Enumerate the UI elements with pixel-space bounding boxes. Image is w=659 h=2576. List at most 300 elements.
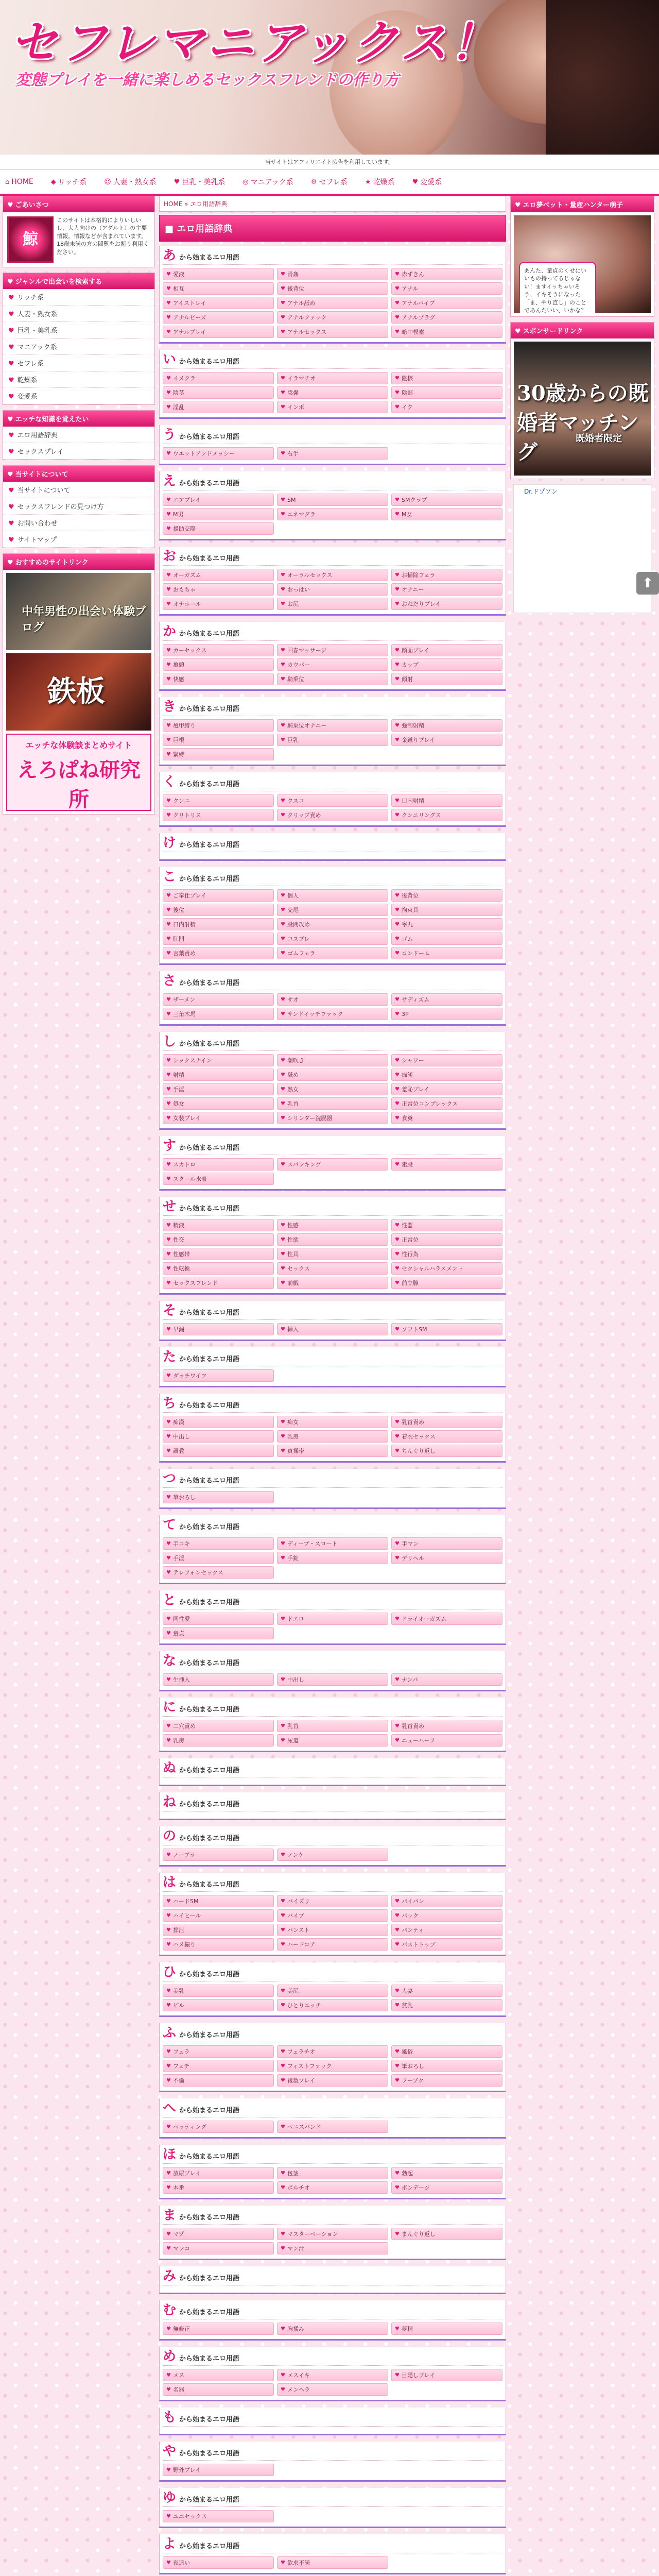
term-link[interactable] — [163, 2121, 274, 2133]
term-link[interactable] — [277, 918, 388, 930]
heart-icon: ♥ — [281, 1898, 285, 1904]
term-link[interactable] — [391, 1938, 502, 1951]
term-link[interactable] — [277, 268, 388, 280]
term-link[interactable] — [391, 2074, 502, 2087]
heart-icon: ♥ — [281, 601, 285, 607]
term-link[interactable] — [163, 2323, 274, 2335]
term-link[interactable] — [163, 1083, 274, 1095]
term-link[interactable] — [391, 918, 502, 930]
term-label: 調教 — [172, 1448, 184, 1454]
term-link[interactable] — [391, 372, 502, 384]
sidebar-item[interactable] — [3, 388, 154, 404]
gnav-item[interactable] — [5, 178, 33, 186]
term-link[interactable] — [277, 673, 388, 685]
term-link[interactable] — [391, 1262, 502, 1275]
term-link[interactable] — [163, 1262, 274, 1275]
term-link[interactable] — [163, 401, 274, 413]
term-link[interactable] — [277, 1999, 388, 2011]
term-link[interactable] — [163, 1627, 274, 1639]
page-title: ■ エロ用語辞典 — [159, 215, 506, 242]
term-link[interactable] — [277, 386, 388, 399]
term-link[interactable] — [277, 658, 388, 671]
term-link[interactable] — [163, 1233, 274, 1246]
term-link[interactable] — [163, 1849, 274, 1861]
term-link[interactable] — [163, 1173, 274, 1185]
term-link[interactable] — [391, 2045, 502, 2058]
term-link[interactable] — [391, 326, 502, 338]
heart-icon: ♥ — [166, 1569, 171, 1575]
term-link[interactable] — [391, 583, 502, 596]
term-link[interactable] — [163, 1938, 274, 1951]
term-link[interactable] — [391, 2323, 502, 2335]
gnav-item[interactable] — [412, 177, 442, 187]
heart-icon: ♥ — [166, 892, 171, 899]
term-link[interactable] — [277, 1248, 388, 1260]
sidebar-item[interactable] — [3, 482, 154, 498]
term-link[interactable] — [277, 1720, 388, 1732]
term-link[interactable] — [277, 933, 388, 945]
term-link[interactable] — [163, 673, 274, 685]
term-link[interactable] — [163, 1219, 274, 1231]
term-link[interactable] — [163, 494, 274, 506]
term-link[interactable] — [391, 1054, 502, 1066]
term-link[interactable] — [163, 889, 274, 902]
term-link[interactable] — [277, 372, 388, 384]
term-link[interactable] — [391, 1219, 502, 1231]
term-link[interactable] — [163, 1537, 274, 1550]
term-link[interactable] — [391, 1895, 502, 1907]
term-link[interactable] — [163, 2383, 274, 2396]
term-link[interactable] — [277, 2121, 388, 2133]
term-link[interactable] — [163, 1158, 274, 1171]
term-link[interactable] — [391, 809, 502, 821]
term-link[interactable] — [277, 1924, 388, 1936]
heart-icon: ♥ — [395, 1326, 400, 1332]
term-label: パンスト — [287, 1927, 310, 1934]
term-link[interactable] — [163, 2464, 274, 2476]
kana-heading — [163, 2445, 502, 2461]
term-label: ボンデージ — [401, 2184, 430, 2191]
term-link[interactable] — [163, 447, 274, 460]
term-link[interactable] — [391, 947, 502, 959]
banner-teppan[interactable]: 鉄板 — [6, 653, 151, 731]
heart-icon: ♥ — [395, 572, 400, 578]
sidebar-item[interactable] — [3, 338, 154, 355]
term-link[interactable] — [391, 1985, 502, 1997]
breadcrumb[interactable]: HOME » エロ用語辞典 — [159, 196, 506, 212]
term-label: 人妻 — [401, 1988, 413, 1994]
sidebar-item[interactable] — [3, 498, 154, 515]
heart-icon: ♥ — [166, 647, 171, 653]
term-label: アナルプラグ — [401, 314, 436, 321]
term-link[interactable] — [391, 993, 502, 1006]
header-photo-3 — [546, 0, 659, 155]
term-link[interactable] — [277, 2228, 388, 2240]
heart-icon: ♥ — [281, 1852, 285, 1858]
term-link[interactable] — [163, 297, 274, 309]
term-link[interactable] — [163, 583, 274, 596]
heart-icon: ♥ — [281, 1616, 285, 1622]
term-link[interactable] — [163, 311, 274, 324]
term-link[interactable] — [163, 1734, 274, 1747]
term-link[interactable] — [391, 1158, 502, 1171]
term-link[interactable] — [163, 2181, 274, 2194]
term-link[interactable] — [391, 673, 502, 685]
term-link[interactable] — [163, 1552, 274, 1564]
term-link[interactable] — [277, 1083, 388, 1095]
sidebar-item[interactable] — [3, 531, 154, 548]
term-link[interactable] — [163, 1445, 274, 1457]
term-link[interactable] — [163, 748, 274, 760]
banner-eropane[interactable]: エッチな体験談まとめサイト えろぱね研究所 — [6, 734, 151, 811]
term-link[interactable] — [163, 1416, 274, 1428]
sidebar-item[interactable] — [3, 306, 154, 322]
term-link[interactable] — [163, 372, 274, 384]
term-link[interactable] — [163, 947, 274, 959]
term-link[interactable] — [277, 2556, 388, 2569]
term-label: ハードコア — [287, 1941, 316, 1948]
heart-icon: ♥ — [281, 450, 285, 456]
term-link[interactable] — [277, 1445, 388, 1457]
term-link[interactable] — [277, 2369, 388, 2381]
term-link[interactable] — [391, 1097, 502, 1110]
term-link[interactable] — [277, 401, 388, 413]
term-link[interactable] — [163, 1369, 274, 1382]
term-link[interactable] — [391, 2369, 502, 2381]
term-link[interactable] — [277, 1158, 388, 1171]
term-link[interactable] — [277, 297, 388, 309]
sidebar-item[interactable] — [3, 515, 154, 531]
term-link[interactable] — [163, 644, 274, 656]
term-label: 前立腺 — [401, 1280, 419, 1286]
term-link[interactable] — [277, 1097, 388, 1110]
back-to-top-button[interactable] — [636, 572, 659, 595]
term-link[interactable] — [163, 1323, 274, 1335]
term-link[interactable] — [391, 401, 502, 413]
term-link[interactable] — [277, 1219, 388, 1231]
term-link[interactable] — [163, 1924, 274, 1936]
term-link[interactable] — [391, 1112, 502, 1124]
term-link[interactable] — [277, 2167, 388, 2179]
term-link[interactable] — [391, 311, 502, 324]
term-link[interactable] — [277, 598, 388, 610]
gnav-label: HOME — [11, 178, 33, 186]
term-link[interactable] — [391, 598, 502, 610]
term-link[interactable] — [277, 1537, 388, 1550]
term-link[interactable] — [163, 598, 274, 610]
term-link[interactable] — [391, 1277, 502, 1289]
term-link[interactable] — [163, 904, 274, 916]
term-link[interactable] — [277, 993, 388, 1006]
term-link[interactable] — [277, 2323, 388, 2335]
term-link[interactable] — [277, 1233, 388, 1246]
term-label: オーラルセックス — [287, 572, 333, 579]
term-link[interactable] — [391, 2228, 502, 2240]
term-link[interactable] — [163, 1430, 274, 1443]
term-label: おねだりプレイ — [401, 601, 441, 607]
term-label: サディズム — [401, 996, 430, 1003]
heart-icon: ♥ — [166, 1265, 171, 1272]
term-link[interactable] — [277, 889, 388, 902]
term-link[interactable] — [163, 809, 274, 821]
heart-icon: ♥ — [395, 1115, 400, 1121]
term-link[interactable] — [163, 918, 274, 930]
term-label: 夜這い — [172, 2560, 190, 2566]
gnav-item[interactable] — [365, 177, 395, 187]
term-link[interactable] — [277, 2242, 388, 2255]
term-link[interactable] — [391, 1248, 502, 1260]
term-label: ユニセックス — [172, 2513, 207, 2520]
heart-icon: ♥ — [281, 285, 285, 292]
term-link[interactable] — [391, 933, 502, 945]
term-link[interactable] — [391, 2181, 502, 2194]
term-link[interactable] — [163, 658, 274, 671]
term-link[interactable] — [163, 2510, 274, 2522]
banner-blog[interactable]: 中年男性の出会い体験ブログ — [6, 573, 151, 650]
term-link[interactable] — [277, 1909, 388, 1922]
term-link[interactable] — [391, 904, 502, 916]
term-link[interactable] — [277, 809, 388, 821]
term-link[interactable] — [391, 794, 502, 807]
heart-icon: ♥ — [281, 389, 285, 396]
term-link[interactable] — [277, 1613, 388, 1625]
term-link[interactable] — [163, 268, 274, 280]
term-link[interactable] — [163, 1112, 274, 1124]
intro-heading: ♥ ごあいさつ — [3, 196, 154, 212]
term-link[interactable] — [391, 1613, 502, 1625]
heart-icon: ♥ — [395, 737, 400, 743]
kana-letter: か — [163, 624, 177, 639]
term-link[interactable] — [163, 1097, 274, 1110]
term-label: 野外プレイ — [172, 2467, 201, 2473]
term-link[interactable] — [163, 1054, 274, 1066]
term-link[interactable] — [163, 2369, 274, 2381]
term-link[interactable] — [277, 1262, 388, 1275]
term-link[interactable] — [391, 569, 502, 581]
term-link[interactable] — [163, 2074, 274, 2087]
term-link[interactable] — [277, 794, 388, 807]
term-link[interactable] — [163, 2242, 274, 2255]
term-link[interactable] — [277, 583, 388, 596]
term-label: 口内射精 — [401, 798, 424, 804]
heart-icon: ♥ — [281, 2560, 285, 2566]
term-label: 性欲 — [287, 1236, 299, 1243]
term-link[interactable] — [277, 1985, 388, 1997]
term-link[interactable] — [277, 494, 388, 506]
term-link[interactable] — [391, 268, 502, 280]
term-link[interactable] — [391, 1909, 502, 1922]
term-link[interactable] — [277, 1673, 388, 1686]
term-label: イラマチオ — [287, 375, 316, 382]
gnav-item[interactable] — [104, 177, 157, 187]
term-link[interactable] — [277, 2074, 388, 2087]
term-link[interactable] — [391, 1552, 502, 1564]
term-link[interactable] — [391, 1233, 502, 1246]
term-link[interactable] — [277, 2045, 388, 2058]
promo-image-1[interactable] — [514, 215, 651, 313]
term-link[interactable] — [391, 1445, 502, 1457]
term-link[interactable] — [163, 1008, 274, 1020]
heart-icon: ♥ — [166, 1115, 171, 1121]
term-link[interactable] — [277, 1112, 388, 1124]
term-link[interactable] — [391, 889, 502, 902]
term-link[interactable] — [391, 297, 502, 309]
kana-label: から始まるエロ用語 — [179, 1205, 240, 1213]
heart-icon: ♥ — [166, 375, 171, 381]
term-link[interactable] — [277, 1069, 388, 1081]
term-link[interactable] — [163, 2228, 274, 2240]
term-link[interactable] — [163, 2167, 274, 2179]
term-link[interactable] — [391, 1069, 502, 1081]
term-link[interactable] — [277, 1430, 388, 1443]
promo-image-2[interactable]: 既婚者限定 30歳からの既婚者マッチング — [514, 342, 651, 476]
term-link[interactable] — [391, 644, 502, 656]
term-link[interactable] — [277, 282, 388, 295]
kana-section — [159, 2534, 506, 2574]
term-link[interactable] — [277, 326, 388, 338]
term-link[interactable] — [277, 1552, 388, 1564]
kana-section — [159, 1515, 506, 1584]
term-link[interactable] — [391, 508, 502, 520]
term-link[interactable] — [391, 1008, 502, 1020]
term-link[interactable] — [391, 1430, 502, 1443]
sidebar-item[interactable] — [3, 443, 154, 460]
term-link[interactable] — [163, 993, 274, 1006]
heart-icon: ♥ — [166, 812, 171, 818]
sidebar-item-label: 巨乳・美乳系 — [17, 327, 58, 335]
term-link[interactable] — [163, 282, 274, 295]
term-link[interactable] — [277, 1323, 388, 1335]
term-link[interactable] — [391, 282, 502, 295]
term-link[interactable] — [163, 1069, 274, 1081]
kana-heading — [163, 2491, 502, 2507]
term-link[interactable] — [163, 719, 274, 732]
heart-icon: ♥ — [166, 314, 171, 320]
term-link[interactable] — [277, 1734, 388, 1747]
promo-image-3[interactable]: Dr.ドゾソン — [513, 484, 651, 613]
term-link[interactable] — [163, 569, 274, 581]
term-link[interactable] — [391, 658, 502, 671]
term-link[interactable] — [163, 1720, 274, 1732]
term-link[interactable] — [163, 1909, 274, 1922]
term-link[interactable] — [163, 2556, 274, 2569]
sidebar-item[interactable] — [3, 289, 154, 306]
term-link[interactable] — [163, 522, 274, 535]
term-link[interactable] — [277, 1277, 388, 1289]
term-link[interactable] — [277, 1008, 388, 1020]
gnav-item[interactable] — [51, 177, 86, 187]
term-link[interactable] — [163, 1895, 274, 1907]
heart-icon: ♥ — [395, 1555, 400, 1561]
gnav-item[interactable] — [311, 177, 348, 187]
term-link[interactable] — [391, 1416, 502, 1428]
term-link[interactable] — [163, 794, 274, 807]
term-label: SMクラブ — [401, 497, 427, 503]
term-link[interactable] — [277, 947, 388, 959]
heart-icon: ♥ — [166, 2467, 171, 2473]
term-link[interactable] — [277, 508, 388, 520]
term-link[interactable] — [163, 2060, 274, 2072]
term-link[interactable] — [277, 2383, 388, 2396]
term-link[interactable] — [277, 734, 388, 746]
term-link[interactable] — [163, 508, 274, 520]
gnav-item[interactable] — [242, 177, 293, 187]
term-label: 個人 — [287, 892, 299, 899]
term-link[interactable] — [391, 1734, 502, 1747]
term-link[interactable] — [391, 2167, 502, 2179]
term-link[interactable] — [277, 2181, 388, 2194]
kana-letter: み — [163, 2268, 177, 2284]
term-link[interactable] — [163, 386, 274, 399]
gnav-item[interactable] — [174, 177, 226, 187]
term-link[interactable] — [277, 1895, 388, 1907]
term-label: 乳房 — [287, 1433, 299, 1440]
term-link[interactable] — [391, 1537, 502, 1550]
term-label: 前戯 — [287, 1280, 299, 1286]
term-label: 包茎 — [287, 2170, 299, 2177]
term-link[interactable] — [277, 1416, 388, 1428]
term-link[interactable] — [163, 933, 274, 945]
term-label: アイストレイ — [172, 300, 206, 307]
term-link[interactable] — [391, 1924, 502, 1936]
term-link[interactable] — [277, 1849, 388, 1861]
term-link[interactable] — [163, 1248, 274, 1260]
sidebar-item[interactable] — [3, 427, 154, 443]
term-link[interactable] — [391, 1323, 502, 1335]
heart-icon: ♥ — [281, 1540, 285, 1547]
term-link[interactable] — [391, 1083, 502, 1095]
term-link[interactable] — [391, 734, 502, 746]
term-link[interactable] — [163, 1491, 274, 1503]
term-link[interactable] — [277, 644, 388, 656]
term-link[interactable] — [277, 311, 388, 324]
term-link[interactable] — [163, 1673, 274, 1686]
term-link[interactable] — [391, 719, 502, 732]
term-link[interactable] — [163, 1999, 274, 2011]
sidebar-item[interactable] — [3, 355, 154, 371]
term-link[interactable] — [163, 326, 274, 338]
term-link[interactable] — [277, 719, 388, 732]
term-link[interactable] — [163, 734, 274, 746]
term-link[interactable] — [277, 1938, 388, 1951]
term-link[interactable] — [277, 447, 388, 460]
sidebar-item[interactable] — [3, 371, 154, 388]
term-link[interactable] — [277, 2060, 388, 2072]
kana-heading — [163, 1594, 502, 1609]
term-label: 顔面プレイ — [401, 647, 429, 654]
heart-icon: ♥ — [395, 2077, 400, 2083]
term-link[interactable] — [163, 1277, 274, 1289]
term-label: 後位 — [172, 907, 184, 913]
term-link[interactable] — [163, 1985, 274, 1997]
term-link[interactable] — [163, 1613, 274, 1625]
term-link[interactable] — [163, 1566, 274, 1579]
term-link[interactable] — [391, 386, 502, 399]
term-link[interactable] — [391, 2060, 502, 2072]
book-icon: ■ — [165, 224, 177, 234]
site-logo[interactable]: セフレマニアックス！ — [10, 15, 499, 71]
term-link[interactable] — [391, 1720, 502, 1732]
term-link[interactable] — [163, 2045, 274, 2058]
term-link[interactable] — [391, 1999, 502, 2011]
term-link[interactable] — [277, 904, 388, 916]
term-link[interactable] — [277, 569, 388, 581]
term-link[interactable] — [391, 494, 502, 506]
term-link[interactable] — [277, 1054, 388, 1066]
term-label: パイパン — [401, 1898, 424, 1905]
sidebar-item[interactable] — [3, 322, 154, 338]
term-link[interactable] — [391, 1673, 502, 1686]
